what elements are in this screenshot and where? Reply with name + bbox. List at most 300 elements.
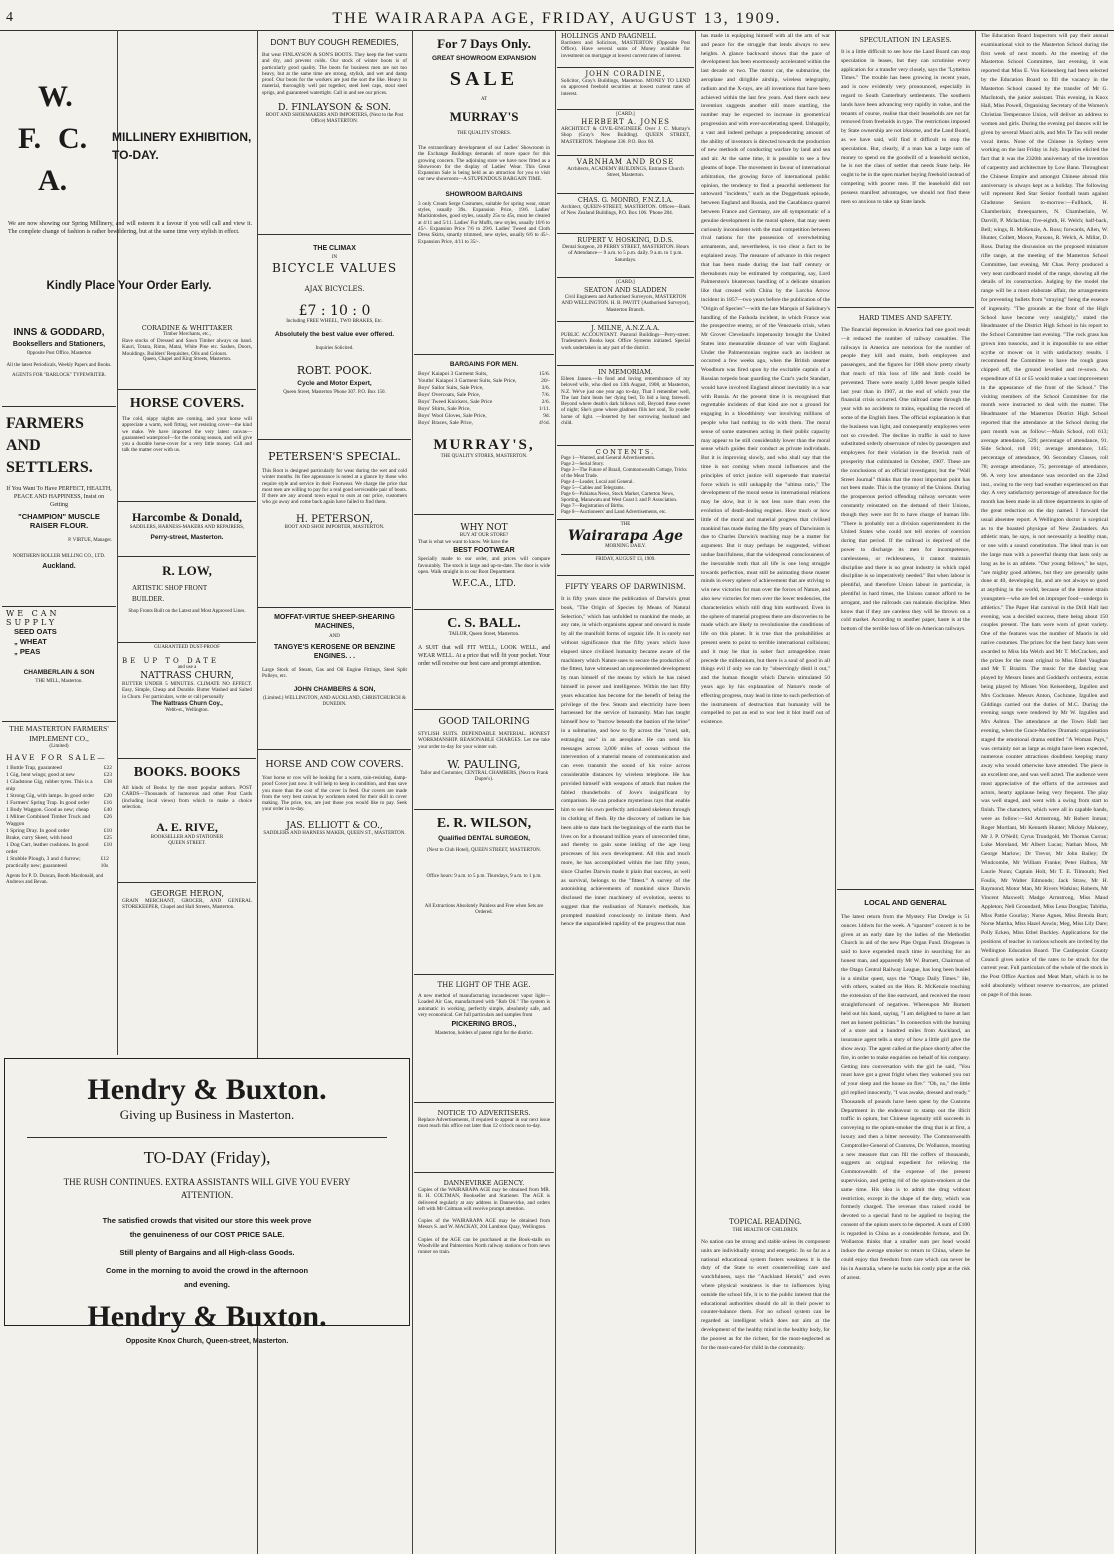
- masthead-title: THE WAIRARAPA AGE, FRIDAY, AUGUST 13, 1909.: [332, 10, 782, 27]
- column-rule: [555, 30, 556, 1554]
- hendry-line: the genuineness of our COST PRICE SALE.: [129, 1230, 285, 1239]
- implement-item-price: £23: [103, 772, 112, 778]
- boys-item: [418, 385, 550, 392]
- implement-item-label: 1 Buttle Trap, guaranteed: [6, 765, 62, 771]
- boys-item-label: Boys' Sailor Suits, Sale Price,: [418, 385, 484, 391]
- peterson-name: H. PETERSON,: [296, 513, 373, 525]
- elliott-name: JAS. ELLIOTT & CO.,: [286, 820, 383, 831]
- why-body: That is what we want to know. We have the: [418, 539, 509, 545]
- implement-item: [6, 856, 112, 870]
- coradine-whittaker-ad: [118, 322, 256, 390]
- implement-item-label: 1 Farmers' Spring Trap. In good order: [6, 800, 90, 806]
- implement-item: [6, 793, 112, 800]
- danne-title: DANNEVIRKE AGENCY.: [443, 1179, 525, 1187]
- contents-item: Page 3—The Future of Brazil, Commonwealth Cottage, Tricks of the Meat Trade.: [561, 468, 687, 479]
- column-7: [837, 30, 974, 1554]
- implement-item-label: 1 Gig, bent wings; good at new: [6, 772, 75, 778]
- notice-advertisers: [414, 1103, 554, 1173]
- hosking-ad: [557, 234, 694, 278]
- boys-item-price: 3/6.: [541, 385, 550, 391]
- low-title: R. LOW,: [162, 563, 212, 578]
- notice-body: Replace Advertisements, if required to appear in our next issue must reach this office not later than 12 o'clock noon to-day.: [418, 1117, 550, 1130]
- implement-item: [6, 800, 112, 807]
- hc-title: HORSE AND COW COVERS.: [265, 759, 404, 770]
- wilson-dental-ad: [414, 810, 554, 975]
- rupert-sub: Dental Surgeon, 20 PERRY STREET, MASTERTON. Hours of Attendance— 9 a.m. to 5 p.m. daily. 9 a.m. to 1 p.m. Saturdays.: [562, 244, 689, 263]
- wfca-millinery-ad: [2, 30, 256, 320]
- hendry-address: Opposite Knox Church, Queen-street, Masterton.: [125, 1338, 289, 1345]
- climax-bicycle-ad: [258, 235, 411, 440]
- implement-item: [6, 814, 112, 828]
- hc-body: Your horse or cow will be looking for a warm, rain-resisting, damp-proof Cover just now. It will help to keep in condition, and thus save you more than the cost of the cover in feed. Our covers are made from the very best canvas by workmen noted for their skill in cover making. The price, too, are just those you would like to pay. Seek your order in to-day.: [262, 775, 407, 813]
- hendry-line: Still plenty of Bargains and all High-class Goods.: [119, 1248, 295, 1257]
- inquiries: Inquiries Solicited.: [315, 346, 354, 351]
- george-heron-ad: [118, 883, 256, 953]
- varnham-sub: Architects, ACADEMY BUILDINGS, Entrance Church Street, Masterton.: [567, 166, 684, 179]
- cor-body: Have stocks of Dressed and Sawn Timber always on hand. Kauri, Totara, Rimu, Matai, White Pine etc. Sashes, Doors, Mouldings. Builders' Requisites, Oils and Colours.: [122, 338, 252, 357]
- farmers-mill: NORTHERN ROLLER MILLING CO., LTD.: [12, 554, 106, 559]
- pet-title: PETERSEN'S SPECIAL.: [268, 450, 401, 463]
- boys-item: [418, 378, 550, 385]
- inns-goddard-ad: [2, 322, 116, 407]
- elliott-sub: SADDLERS AND HARNESS MAKER, QUEEN ST., MASTERTON.: [263, 830, 406, 836]
- suit-body: A SUIT that will FIT WELL, LOOK WELL, and WEAR WELL. At a price that will fit your pocket. Your order will receive our best care and prompt attention.: [418, 645, 550, 667]
- wilson-title: E. R. WILSON,: [436, 816, 532, 831]
- column-8: [977, 30, 1112, 1554]
- spec-body: It is a little difficult to see how the Land Board can stop speculation in leases, but they can scrutinise every application for a transfer very closely, says the "Lyttelton Times." The trouble has been growing in recent years, and is now evidently very pronounced, especially in regard to South Canterbury settlements. The southern lands have been advancing very rapidly in value, and the tenants of course, realise that their leaseholds are not far removed from freeholds in type. The restrictions imposed by State ownership are not irksome, and the Land Board, as we have said, will find it difficult to stop the speculation. But, clearly, if a man has a large sum of money to spend on the goodwill of a leasehold section, he is not the class of settler that needs State help. He ought to be in the open market buying freehold instead of competing with poorer men. If the leasehold did not possess manifest advantages, we should not find these men so anxious to take up State lands.: [841, 49, 970, 205]
- boys-item-label: Boys' Tweed Knickers, Sale Price: [418, 399, 493, 405]
- murrays-expansion-ad: [414, 30, 554, 355]
- john-sub: Solicitor, Gray's Buildings, Masterton. MONEY TO LEND on approved freehold securities at lowest current rates of interest.: [561, 78, 690, 97]
- cough-body: But wear FINLAYSON & SON'S BOOTS. They keep the feet warm and dry, and prevent colds. Our stock of winter boots is of particularly good quality. The boots for business men are not too heavy, but at the same time are strong, stylish, and wet and damp proof. Our boots for the workers are just the sort the like. Heavy in material, thoroughly well put together, steel heel caps, stout steel sprigs, and guaranteed watertight. Call in and see our prices.: [262, 52, 407, 96]
- local-continued-body: The Education Board Inspectors will pay their annual examinational visit to the Masterton School during the first week of next month. At the meeting of the Masterton School Committee, last evening, it was reported that Miss E. Von Keisenberg had been selected by the Education Board to fill the vacancy in the Masterton School caused by the transfer of Mr G. MacIntosh, the junior assistant. This evening, in Knox Hall, Miss Powell, Organising Secretary of the Women's Christian Temperance Union, will deliver an address to women and girls. During the evening pol dances will be given by several Maori airls, and Mrs Te Tau will render vocal items. None of the Chinese in Sydney were working on the last Friday in July. Inquiries elicited the fact that it was the 2320th anniversary of the invention of carpentry and architecture by Low Bann. Throughout the Chinese Empire and amongst Chinese abroad this anniversary is always kept as a holiday. The following will represent Red Star Senior football team against Gladstone Seniors to-morrow:—Fullback, H. Chamberlain; threequarters, N. Chamberlain, W. Darvill, P. Mclachlan; five-eighth, H. Welch; half-back, Bell; wings, R. McKenzie, A. Ross; forwards, Allen, W. Hunter, Collett, Moore, Parsons, R. Welch, A. Millar, D. Ross. During the discussion on the proposed miniature rifle range, at the meeting of the Masterton School Committee, last evening, Mr Chas. Perry produced a very neat cardboard model of the range, showing all the details of its construction. Judging by the model the range will be a most elaborate affair, the arrangements for preventing bullets from "straying" being the essence of ingenuity. "The grounds at the front of the High School have become very unsightly," stated the Headmaster of the District High School in his report to the School Committee last evening. "The rock grass has grown into tussocks, and it is impossible to use either scythe or mower on it with satisfactory results. I recommend the Committee to have the rough grass chipped off, the ground levelled and re-sown. An expenditure of £4 or £5 would make a vast improvement in the appearance of the front of the School." The visiting members of the School Committee for the month were instructed to deal with the matter. The Headmaster of the Masterton District High School reported that the attendance at the School during the past month was as follow:—Main School, roll 613; average attendance, 529; percentage of attendance, 91. Side School, roll 161; average attendance, 145; percentage of attendance, 90. Secondary Classes, roll 78; average attendance, 75; percentage of attendance, 96. A very low attendance was recorded on the 22nd inst., owing to the very bad weather experienced on that day. A very satisfactory percentage of attendance for the month has been made in all three departments in spite of the great reduction on the day named. I forward the usual absentee report. A Wellington doctor is sceptical as to the boasted physique of New Zealanders. An athletic man, he says, is not necessarily a healthy man, or one with a sound constitution. The ideal man is not the large man with a powerful thump that lasts only as long as he is an athlete. "Our young fellows," he says, "are mighty good athletes, but they are generally quite done at 40, developing fat, and are not always so good at anything in the world, because of the intense strain youngsters—who are fed on improper food—undergo in athletics." The Paper Hat carnival in the Drill Hall last evening, was a decided success, there being about 150 couples present. The hats were worn of great variety. One of the features was the number of Maoris in old native costumes. The prizes for the best fancy hats were awarded to Miss Ida Welch and Mr T. McCracken, and the prizes for the most original to Miss Ethel Vaughan and Mr T. Brazim. The music for the dancing was played by Messrs Innes and Goddard's orchestra, extras being played by Misses Von Keisenberg, Izgullen and Mrs Cochrane. Messrs Anton, Cochrane, Izgullen and Giddings carried out the duties of M.C. During the evening songs were rendered by Mr W. Izgullen and Mrs Ashton. The attendance at the Town Hall last evening, when the Grace-Marlow Dramatic organisation staged the emotional drama entitled "A Woman Pays," was certainly not as large as might have been expected, numerous counter attractions doubtless keeping many away who would otherwise have attended. The piece is an excellent one, and was well acted. The audience were most appreciative of the efforts of the actresses and actors, hearty applause being very frequent. The play was well staged, and went with a swing from start to finish. The characters, which were all in capable hands, were as follow:—Sid Armstrong, Mr Robert Inman; Roger Mortlant, Mr Kenneth Hunter; Mickey Maloney, Mr J. P. O'Neill; Cyrus Trundgold, Mr Thomas Curran; Luke Moreland, Mr Albert Lucas; Nathan Moss, Mr George Marlow; Dr Trevor, Mr John Bailey; Dr Windcombe, Mr William Franke; Peter Halbon, Mr Laurie Nunn; Captain Holt, Mr T. E. Tilmouth; Ned Foulis, Mr Walter Edmonds; Jack Straw, Mr H. Raymond; Motor Man, Mr Rivers Watkins; Roberts, Mr Vincent Maxwell; Madge Armstrong, Miss Maud Appleton; Nell Groundard, Miss Lena Douglas; Tabitha, Miss Pattie Gourlay; Nurse Agnes, Miss Brenda Burt; Norse Martha, Miss Hazel Anwin; Meg, Miss Lily Dare; Polly Ecken, Miss Ethel Buckley. Applications for the positions of teacher in various schools are invited by the Wellington Education Board. The Castlepoint County Council gives notice of the rates to be struck for the current year. Full particulars of the whole of the stock in the Post Office Auction and Meat Mart, which is to be sold absolutely without reserve to-morrow, are printed on page 8 of this issue.: [981, 33, 1108, 998]
- contents-list: [561, 456, 690, 516]
- column-3: [258, 30, 411, 1054]
- moffat-ad: [258, 608, 411, 750]
- implement-item-label: 1 Stubble Plough, 3 and 4 furrow; practically new; guaranteed: [6, 856, 81, 869]
- murrays-title: MURRAY'S: [449, 109, 519, 124]
- hendry-line: Come in the morning to avoid the crowd in the afternoon: [105, 1266, 309, 1275]
- contents-item: Page 8—Auctioneers' and Land Advertisements, etc.: [561, 510, 667, 515]
- implement-item: [6, 828, 112, 835]
- nameplate-sub: MORNING DAILY.: [605, 544, 646, 549]
- milne-title: J. MILNE, A.N.Z.A.A.: [591, 324, 660, 332]
- monro-sub: Architect, QUEEN-STREET, MASTERTON. Offices—Bank of New Zealand Buildings, P.O. Box 106. 'Phone 284.: [561, 204, 690, 217]
- bargains-men-ad: [414, 355, 554, 515]
- inns-body: All the latest Periodicals, Weekly Papers and Books.: [6, 363, 112, 368]
- herbert-title: HERBERT A. JONES: [581, 118, 670, 126]
- column-1: [2, 322, 116, 1057]
- light-of-age-ad: [414, 975, 554, 1103]
- spec-title: SPECULATION IN LEASES.: [859, 36, 952, 44]
- implement-item-label: Brake, curry Skeet, with hood: [6, 835, 72, 841]
- bicycle-price: £7 : 10 : 0: [298, 303, 371, 319]
- column-rule: [975, 30, 976, 1554]
- farmers-settlers-ad: [2, 407, 116, 607]
- boys-item: [418, 399, 550, 406]
- tangye-title: TANGYE'S KEROSENE OR BENZINE ENGINES. . .: [273, 644, 396, 660]
- implement-item-label: 1 Spring Dray. In good order: [6, 828, 70, 834]
- implement-item-price: £20: [103, 793, 112, 799]
- contents-item: Page 2—Serial Story.: [561, 462, 605, 467]
- boys-list: [418, 371, 550, 427]
- contents-item: Page 6—Pahiatua News, Stock Market, Carterton News, Sporting, Manawatu and West Coast I. and P. Association.: [561, 492, 678, 503]
- masthead: [0, 8, 1114, 31]
- bicycle-title: BICYCLE VALUES: [271, 261, 398, 275]
- rive-address: QUEEN STREET.: [168, 841, 206, 847]
- tailoring-ad: [414, 710, 554, 810]
- murrays-title-2: MURRAY'S,: [433, 437, 535, 453]
- hard-body: The financial depression in America had one good result—it reduced the number of railway casualties. The railways in America are notorious for the number of people they kill and maim, both employees and passengers, and the figures for 1908 show pretty clearly that much of this loss of life and limb could be prevented. There were nearly 1,400 fewer people killed last year than in 1907, at the end of which year the financial crisis occurred. One railroad came through the year with no accidents to trains, equalling the record of some of the English lines. The official explanation is that the business was light, and consequently employees were not so crowded. The decline in traffic is said to have substituted orderly observance of rules by passengers and employees for their violation in the feverish rush of prosperity that culminated in October, 1907. These are the conclusions of an official investigator, but the "Wall Street Journal" thinks that the most important point has not been made. This is the tyranny of the Unions. During the prosperous period offending railway servants were constantly reinstated on the demand of their Unions, though they were not fit to have charge of human life. "There is probably not a division superintendent in the United States who could not tell stories of coercion during that period. If the railroad is deprived of the power to discharge its men for incompetence, carelessness, or recklessness, it cannot maintain discipline and there is no great industry in which rapid discipline is so imperatively needed." But when labour is plentiful, and therefore Union labour in particular, is plentiful in hard times, the Unions cannot afford to be arrogant, and the railroads can maintain discipline. Men know that if they are careless they will be thrown on a cold market. According to another paper, haste is at the bottom of the terrible loss of life on American railways.: [841, 327, 970, 633]
- implement-item: [6, 835, 112, 842]
- implement-list: [6, 765, 112, 870]
- tail-body: STYLISH SUITS. DEPENDABLE MATERIAL. HONEST WORKMANSHIP. REASONABLE CHARGES. Let me take your order to-day for your winter suit.: [418, 731, 550, 750]
- health-title: THE HEALTH OF CHILDREN.: [732, 1228, 799, 1233]
- wfc-letter: F.: [18, 122, 42, 155]
- notice-title: NOTICE TO ADVERTISERS.: [437, 1109, 531, 1117]
- implement-co-ad: [2, 722, 116, 1002]
- seed-supply-ad: [2, 607, 116, 722]
- implement-item: [6, 772, 112, 779]
- chambers-name: JOHN CHAMBERS & SON,: [293, 685, 376, 693]
- column-6: [697, 30, 834, 1554]
- wilson-address: (Next to Club Hotel), QUEEN STREET, MASTERTON.: [426, 848, 542, 853]
- books-body: All kinds of Books by the most popular authors. POST CARDS—Thousands of humorous and other Post Cards (including local views) from which to make a choice selection.: [122, 785, 252, 810]
- cor-sub: Timber Merchants, etc.,: [163, 332, 211, 337]
- holl-sub: Barristers and Solicitors, MASTERTON (Opposite Post Office). Have several sums of Money available for investment on mortgage at lowest current rates of interest.: [561, 40, 690, 59]
- copies-railway: Copies of the AGE can be purchased at the Book-stalls on Woodville and Palmerston North railway stations or from news runner on train.: [418, 1236, 550, 1256]
- monro-ad: [557, 194, 694, 234]
- boys-item-price: 1/11.: [539, 406, 550, 412]
- in-memoriam: [557, 366, 694, 446]
- milne-ad: [557, 322, 694, 366]
- inns-agents: AGENTS FOR "BARLOCK" TYPEWRITER.: [12, 373, 106, 378]
- dust-up: BE UP TO DATE: [122, 657, 220, 665]
- heron-title: GEORGE HERON,: [149, 889, 224, 898]
- local-general: [837, 890, 974, 1554]
- harc-sub: SADDLERS, HARNESS-MAKERS AND REPAIRERS,: [129, 525, 245, 530]
- column-rule: [695, 30, 696, 1554]
- light-body: A new method of manufacturing incandescent vapor light—Loaded Air Gas, manufactured with "Rob Oil." The system is automatic in working, perfectly simple, absolutely safe, and very economical. Get full particulars and samples from: [418, 993, 550, 1018]
- milne-sub: PUBLIC ACCOUNTANT. Pastoral Buildings—Perry-street. Tradesmen's Books kept. Office Systems initiated. Special work undertaken in any part of the district.: [561, 332, 690, 351]
- implement-item-label: 1 Gladstone Gig, rubber tyres. This is a snip: [6, 779, 93, 792]
- local-body: The latest return from the Mystery Flat Dredge is 51 ounces 14dwts for the week. A "sparster" concert is to be given at an early date by the ladies of the Methodist Church in aid of the new Pipe Organ Fund. Diogenes is said to have expended much time in searching for an honest man, and apparently Mr W. Burnett, Chairman of the Otago Central Railway League, has long been busied in a similar quest, says the "Otago Daily Times." He, with others, waited on the Hon. R. McKenzie touching the extension of the line eastward, and received the most straightforward of negatives. Whereupon Mr Burnett held out his hand, saying, "I am delighted to have at last met an honest politician." In connection with the burning of a store and a hundred miles from Auckland, an insurance agent tells a story of how a little girl gave the show away. The agent called at the place shortly after the fire, in order to make enquiries on behalf of his company. Getting into conversation with the girl he said, "You must have got a great fright when they wakened you out of your sleep and the house on fire." "Oh, no," the little girl replied innocently, "I was awake, dressed and ready." Thousands of pounds have been spent by the Customs Department in the endeavour to stamp out the illicit traffic in opium, but Chinese ingenuity still succeeds in conveying to the opium-smoker the drug that is at first, a luxury and then a bitter necessity. The Commonwealth Comptroller-General of Customs, Dr. Wollaston, mooting a new measure that can fill the coffers of thousands, suggests an original expedient for relieving the Commonwealth of the expense of the present supervision, and getting rid of the opium-smokers at the same time. His idea is to admit the drug without restriction, except in the shape of the duty, which was formerly charged. The revenue thus raised could be devoted to a special fund to be applied to buying the consent of the opium users to be deported. A sum of £100 is regarded in China as a considerable fortune, and Dr. Wollaston thinks that a smaller sum per head would induce the average smoker to return to China, where he could enjoy that freedom from care which can never be his in Australia, where he sucks his costly pipe at the risk of arrest.: [841, 914, 970, 1281]
- ball-sub: TAILOR, Queen Street, Masterton.: [448, 632, 520, 637]
- rive-title: A. E. RIVE,: [156, 820, 218, 835]
- rive-sub: BOOKSELLER AND STATIONER: [150, 835, 224, 841]
- chamberlain-name: CHAMBERLAIN & SON: [23, 669, 95, 676]
- varnham-rose-ad: [557, 156, 694, 194]
- low-line: BUILDER.: [132, 595, 165, 603]
- r-low-ad: [118, 557, 256, 643]
- harcombe-donald-ad: [118, 502, 256, 557]
- implement-title: THE MASTERTON FARMERS' IMPLEMENT CO.,: [9, 724, 109, 743]
- column-5: [557, 30, 694, 1554]
- herbert-sub: ARCHITECT & CIVIL-ENGINEER. Over J. C. Murray's Shop (Gray's New Building). QUEEN STREET, MASTERTON. Telephone 336. P.O. Box 60.: [561, 126, 690, 145]
- supply-line: WE CAN SUPPLY: [6, 609, 60, 627]
- implement-item-label: 1 Milner Combined Timber Truck and Waggon: [6, 814, 91, 827]
- buy-at: BUY AT OUR STORE?: [459, 533, 509, 538]
- implement-item-label: 1 Body Waggon. Good as new; cheap: [6, 807, 89, 813]
- implement-item: [6, 842, 112, 856]
- darwinism-article: [557, 576, 694, 1506]
- chamberlain-sub: THE MILL, Masterton.: [35, 679, 83, 684]
- agencies: [414, 1173, 554, 1473]
- supply-item: „ WHEAT: [14, 637, 47, 646]
- climax-in: IN: [331, 255, 338, 260]
- local-general-continued: [977, 30, 1112, 1554]
- quality-label-2: THE QUALITY STORES, MASTERTON.: [440, 454, 528, 459]
- harc-title: Harcombe & Donald,: [131, 510, 243, 524]
- implement-item-price: £16: [103, 800, 112, 806]
- pauling-name: W. PAULING,: [447, 757, 521, 771]
- memoriam-body: Eileen Jansen.—In fond and loving remembrance of my beloved wife, who died on 13th August, 1908, at Masterton, N.Z. We've just one year ago to-day, That I remember well, The last faint beats her dying bed, To bid a long farewell. Beyond where death's dark billows roll, Beyond these sweet of night; She's gone where gladness fills her soul, To yonder home of light. —Inserted by her sorrowing husband and child.: [561, 376, 690, 427]
- nattrass-title: NATTRASS CHURN,: [140, 671, 234, 681]
- card-label: [CARD.]: [616, 280, 635, 285]
- contents: [557, 446, 694, 520]
- monro-title: CHAS. G. MONRO, F.N.Z.I.A.: [577, 196, 674, 204]
- dust-title: GUARANTEED DUST-PROOF: [154, 645, 220, 650]
- inns-sub: Booksellers and Stationers,: [12, 341, 106, 348]
- supply-item: „ PEAS: [14, 647, 41, 656]
- low-line: ARTISTIC: [132, 584, 164, 592]
- nameplate-title: Wairarapa Age: [567, 528, 684, 544]
- nameplate-the: THE: [620, 522, 631, 527]
- finlayson-ad: [258, 30, 411, 235]
- moffat-and: AND: [329, 634, 340, 639]
- implement-item-price: £22: [103, 765, 112, 771]
- implement-item: [6, 779, 112, 793]
- why-not-ad: [414, 515, 554, 610]
- light-title: THE LIGHT OF THE AGE.: [437, 981, 531, 989]
- page-number: 4: [6, 10, 13, 25]
- column-4: [414, 30, 554, 1554]
- show-body: 3 only Cream Serge Costumes, suitable for spring wear, smart styles, usually 39s. Expansion Price, 19/6. Ladies' Mackintoshes, good styles, usually 25s to 45s, must be cleared at 4/11 and 5/11. Ladies' Fur Muffs, new styles, usually 10/6 to 45/-. Expansion Price 7/6 to 29/6. Ladies' Tweed and Cloth Dress Skirts, smartly trimmed, new styles, usually 6/6 to 45/-. Expansion Price, 4/11 to 35/-.: [418, 200, 550, 245]
- darwinism-continued: [697, 30, 834, 1210]
- horse-body: The cold, nippy nights are coming, and your horse will appreciate a warm, well fitting, wet resisting cover—the kind we make. We have imported the very latest canvas—guaranteed waterproof—for the coming season, and will give you a durable horse-cover for a very little money. Call and talk the matter over with us.: [122, 416, 252, 454]
- boys-item-label: Youths' Kaiapoi 3 Garment Suits, Sale Price,: [418, 378, 517, 384]
- hollings-ad: [557, 30, 694, 68]
- books-rive-ad: [118, 759, 256, 883]
- column-2: [118, 322, 256, 1057]
- contents-item: Page 5—Cables and Telegrams.: [561, 486, 625, 491]
- implement-item-price: £25: [103, 835, 112, 841]
- boys-heading: BARGAINS FOR MEN.: [449, 361, 519, 368]
- wfc-cta: Kindly Place Your Order Early.: [46, 280, 212, 292]
- books-title: BOOKS. BOOKS: [133, 765, 241, 780]
- nattrass-co: The Nattrass Churn Coy.,: [151, 700, 223, 707]
- contents-item: Page 7—Registration of Births.: [561, 504, 625, 509]
- boys-item-price: 20/-: [541, 378, 550, 384]
- quality-label: THE QUALITY STORES.: [456, 131, 512, 136]
- low-line: SHOP: [164, 584, 183, 592]
- column-rule: [412, 30, 413, 1554]
- seaton-title: SEATON AND SLADDEN: [584, 286, 667, 294]
- heron-body: GRAIN MERCHANT, GROCER, AND GENERAL STOREKEEPER, Chapel and Hall Streets, Masterton.: [122, 898, 252, 911]
- pauling-sub: Tailor and Costumier, CENTRAL CHAMBERS, (Next to Frank Dupre's).: [419, 770, 549, 782]
- wfc-body: We are now showing our Spring Millinery, and will esteem it a favour if you will call and view it. The complete change of fashion is rather bewildering, but at the same time very stylish in effect.: [8, 221, 252, 235]
- boys-item-label: Boys' Shirts, Sale Price,: [418, 406, 471, 412]
- wilson-extract: All Extractions Absolutely Painless and Free when Sets are Ordered.: [424, 904, 544, 915]
- why-title: WHY NOT: [460, 523, 508, 533]
- wfc-letter: A.: [38, 164, 68, 197]
- fifty-title: FIFTY YEARS OF DARWINISM.: [565, 582, 686, 591]
- contents-title: CONTENTS.: [595, 448, 656, 456]
- cor-title: CORADINE & WHITTAKER: [141, 324, 233, 332]
- local-title: LOCAL AND GENERAL: [864, 898, 947, 907]
- boys-item: [418, 420, 550, 427]
- implement-item-label: 1 Strong Gig, with lamps. In good order: [6, 793, 95, 799]
- implement-item-price: £40: [103, 807, 112, 813]
- danne-body: Copies of the WAIRARAPA AGE may be obtained from MR. R. H. COLTMAN, Bookseller and Stationer. The AGE is delivered regularly at any address in Dannevirke, and orders left with Mr Coltman will receive prompt attention.: [418, 1187, 550, 1212]
- tailoring-title: GOOD TAILORING: [438, 716, 530, 727]
- seaton-sub: Civil Engineers and Authorised Surveyors, MASTERTON AND WELLINGTON. H. B. PAVITT (Authorised Surveyor), Masterton Branch.: [561, 294, 690, 313]
- inns-location: Opposite Post Office, Masterton: [26, 351, 92, 356]
- boys-item: [418, 413, 550, 420]
- contents-item: Page 4—Leader, Local and General.: [561, 480, 634, 485]
- low-body: Shop Fronts Built on the Latest and Most Approved Lines.: [128, 609, 246, 614]
- hendry-today: TO-DAY (Friday),: [143, 1148, 271, 1167]
- cs-ball-ad: [414, 610, 554, 710]
- nameplate-date: FRIDAY, AUGUST 13, 1909.: [561, 554, 690, 563]
- wfc-letter: W.: [38, 80, 73, 113]
- boys-item-label: Boys' Wool Gloves, Sale Price,: [418, 413, 487, 419]
- implement-item-label: 1 Dog Cart, leather cushions. In good order: [6, 842, 89, 855]
- cor-address: Queen, Chapel and King Streets, Masterton.: [142, 356, 232, 362]
- farmers-title: FARMERS AND SETTLERS.: [6, 415, 93, 476]
- boys-item: [418, 371, 550, 378]
- ball-title: C. S. BALL.: [447, 616, 521, 631]
- boys-item-price: 9d.: [543, 413, 550, 419]
- boys-item: [418, 406, 550, 413]
- topical-title: TOPICAL READING.: [729, 1218, 802, 1226]
- climax-title: THE CLIMAX: [313, 245, 356, 252]
- boys-item-label: Boys' Kaiapoi 3 Garment Suits,: [418, 371, 488, 377]
- hendry-line: and evening.: [184, 1280, 230, 1289]
- boys-item-price: 7/6.: [541, 392, 550, 398]
- wilson-hours: Office hours: 9 a.m. to 5 p.m. Thursdays, 9 a.m. to 1 p.m.: [426, 874, 542, 879]
- hendry-buxton-ad: [4, 1058, 410, 1345]
- implement-agents: Agents for P. D. Duncan, Booth Macdonald, and Andrews and Bevan.: [6, 874, 104, 885]
- hendry-rush: THE RUSH CONTINUES. EXTRA ASSISTANTS WILL GIVE YOU EVERY ATTENTION.: [63, 1177, 351, 1200]
- speculation-article: [837, 30, 974, 308]
- pickering-sub: Masterton, holders of patent right for the district.: [435, 1031, 533, 1037]
- finlayson-name: D. FINLAYSON & SON.: [277, 102, 392, 114]
- hendry-title-2: Hendry & Buxton.: [87, 1300, 327, 1333]
- implement-item: [6, 765, 112, 772]
- fifty-body: It is fifty years since the publication of Darwin's great book, "The Origin of Species by Means of Natural Selection," which has unfolded to mankind the mode, at any rate, in which organisms appear and onward is made by all the manifold forms of organic life. It is surely not without significance that the fifty years which have elapsed since civilised humanity became aware of the machinery which Nature uses to secure the production of the fittest, have witnessed an unprecedented development by man himself of the means by which he has raised himself in power and intelligence. Within the last fifty years education has become for the benefit of being the privilege of the few. Steam and electricity have been harnessed for the service of humanity. Man has taught himself how to "burrow beneath the bastion of the brine" in a submarine, and how to fly across the "cruel, salt, estranging sea" in an aeroplane. He can send his messages across 3,000 miles of ocean without the intervention of a material means of communication and can even transmit the sound of his voice across considerable distances by wireless telephone. He has provided himself with weapons of attack that makes the fabled thunderbolts of Jove's insignificant by comparison. He can produce mysterious rays that enable him to see his own perfectly articulated skeleton through its clothing of flesh. By the discovery of radium he has been able to date back the beginnings of the earth that he lives on for a thousand million years of unrecorded time, and thereby to gain some inkling of the age long processes of his own development. All this and much more, he has accomplished within the last fifty years, since Charles Darwin made it plain that success, as well as survival, belongs to the "fittest." A survey of the astonishing achievements of mankind since Darwin disclosed the inner machinery of evolution, seems to suggest that the realisation of Nature's methods, has prompted mankind consciously to imitate them. And hence the unparalleled rapidity of the progress that man: [561, 596, 690, 928]
- boys-item-label: Boys' Overcoats, Sale Price,: [418, 392, 481, 398]
- days-title: For 7 Days Only.: [437, 36, 531, 51]
- harc-address: Perry-street, Masterton.: [150, 534, 224, 541]
- chambers-sub: (Limited.) WELLINGTON, AND AUCKLAND, CHRISTCHURCH & DUNEDIN.: [263, 695, 406, 707]
- farmers-body: If You Want To Have PERFECT, HEALTH, PEACE AND HAPPINESS, Insist on Getting: [6, 486, 112, 508]
- seaton-sladden-ad: [557, 278, 694, 322]
- finlayson-sub: BOOT AND SHOEMAKERS AND IMPORTERS, (Next to the Post Office) MASTERTON.: [265, 113, 404, 125]
- topical-reading: [697, 1210, 834, 1554]
- health-body: No nation can be strong and stable unless its component units are individually strong and energetic. In so far as a national educational system fosters weakness it is the duty of the State to exert counterveiling care and watchfulness, says the "Auckland Herald," and even where physical weakness is due to influences lying outside the school life, it is to the public interest that the educational authorities should do all in their power to counter-balance them. For no school system can be regarded as intelligent which does not aim at the development of the healthy mind in the healthy body, for the poorest as for the richest, for the most-neglected as for the most-cared-for child in the community.: [701, 1239, 830, 1351]
- copies-wellington: Copies of the WAIRARAPA AGE may be obtained from Messrs S. and W. MACKAY, 204 Lambton Quay, Wellington.: [418, 1218, 550, 1231]
- inns-title: INNS & GODDARD,: [13, 327, 105, 338]
- john-title: JOHN CORADINE,: [585, 70, 666, 78]
- boys-item-label: Boys' Braces, Sale Price,: [418, 420, 473, 426]
- implement-item-price: £10: [103, 842, 112, 848]
- boys-item-price: 15/6.: [538, 371, 550, 377]
- nattrass-churn-ad: [118, 643, 256, 759]
- implement-sub: (Limited): [49, 744, 69, 749]
- price-sub: Including FREE WHEEL, TWO BRAKES, Etc.: [286, 319, 383, 324]
- ajax-title: AJAX BICYCLES.: [304, 285, 365, 293]
- pickering-name: PICKERING BROS.,: [451, 1021, 517, 1029]
- hendry-line: The satisfied crowds that visited our store this week prove: [102, 1216, 312, 1225]
- newspaper-nameplate: [557, 520, 694, 576]
- supply-item: SEED OATS: [14, 627, 57, 636]
- hard-title: HARD TIMES AND SAFETY.: [858, 314, 953, 322]
- peterson-sub: BOOT AND SHOE IMPORTER, MASTERTON.: [284, 524, 385, 530]
- nattrass-body: BUTTER UNDER 5 MINUTES. CLIMATE NO EFFECT. Easy, Simple, Cheap and Durable. Butter Washed and Salted in Churn. For particulars, write or call personally: [122, 681, 252, 700]
- farmers-flour: "CHAMPION" MUSCLE RAISER FLOUR.: [18, 512, 100, 530]
- wfca-name: W.F.C.A., LTD.: [452, 579, 516, 590]
- wilson-sub: Qualified DENTAL SURGEON,: [438, 835, 530, 842]
- footwear-title: BEST FOOTWEAR: [453, 547, 515, 555]
- moffat-title: MOFFAT-VIRTUE SHEEP-SHEARING MACHINES,: [274, 614, 395, 630]
- hard-times-article: [837, 308, 974, 890]
- horse-cow-covers-ad: [258, 750, 411, 900]
- farmers-city: Auckland.: [42, 563, 76, 570]
- horse-covers-ad: [118, 390, 256, 502]
- nattrass-address: Webb-st., Wellington.: [165, 707, 209, 713]
- column-rule: [835, 30, 836, 1554]
- sale-title: SALE: [449, 68, 519, 90]
- show-bargains: SHOWROOM BARGAINS: [445, 190, 523, 198]
- herbert-jones-ad: [557, 110, 694, 156]
- implement-have: HAVE FOR SALE—: [6, 753, 107, 762]
- varnham-title: VARNHAM AND ROSE: [576, 158, 675, 166]
- pook-address: Queen Street, Masterton 'Phone 307. P.O. Box 150.: [283, 390, 386, 395]
- implement-item-price: £10: [103, 828, 112, 834]
- best-value: Absolutely the best value ever offered.: [274, 331, 395, 338]
- pook-sub: Cycle and Motor Expert,: [297, 380, 372, 387]
- darwinism-body: has made in equipping himself with all the arts of war and peace for the struggle that lends always to new heights. A glance backward shows that the pace of development has been enormously accelerated within the last decade or two. The motor car, the submarine, the aeroplane and dirigible airship, wireless telegraphy, radium and the X-rays, are all inventions that have been achieved within the last few years. And there each new invention suggests another still more startling, the number may be expected to increase in geometrical progression and with ever-accelerating speed. Unhappily, a vast and indeed perhaps a preponderating amount of the ability of inventors is directed towards the production of new methods of conducting warfare by land and sea and air. At the same time, it is possible to see a few gleams of hope. The movement in favour of international arbitration, the growing force of international public opinion, the tendency to find a peaceful settlement for untoward "incidents," such as the Doggerbank episode, between England and Russia, and the Casablanca quarrel between France and Germany, are all symptomatic of a genuine development in the moral sphere, that may seem curiously inconsistent with the mad competition between rival nations for the possession of overwhelming armaments, and, nevertheless, is too clear a fact to be explained away. The measure of advance in this respect that has been made during the last half century or thereabouts may be estimated by comparing, say, Lord Palmerston's blusterous handling of a delicate situation like that created with China by the Lorcha Arrow incident in 1857—two years before the publication of the "Origin of Species"—with the late Marquis of Salisbury's handling of the Fashoda incident, in which France was the prospective enemy, or of the Venezuela crisis, when Mr Grover Cleveland's impetuosity brought the United States into measurable distance of war with England. Under the Palmerstonian regime such an incident as occurred a few weeks ago, when the British steamer Woodburn was fired upon by the excitable captain of a Russian torpedo boat guarding the Czar's yacht Standart, would have involved England almost inevitably in a war with Russia. At the present time it is recognised that regrettable incidents of that kind are not a ground for engaging in a bloodthirsty war involving millions of people who had nothing to do with them. The moral sense of some statesmen acting in their public capacity may appear to be still considerably lower than the moral sense which guides their conduct as private individuals. But it is improving slowly, and who shall say that the time is not coming when moral influences and the principles of strict justice will supersede that material force which is still unhappily the "ultima ratio," The development of the moral sense in international relations may be slow, but it is not less sure than even the evolution of death-dealing engines. How much or how little of the moral and material progress that civilised mankind has made during the fifty years of Darwinism is due to Charles Darwin's teaching may be a matter for argument. But it may perhaps be suggested, without undue fancifulness, that the widespread consciousness of the inexorable truth that all life is one long struggle towards perfection, must still be animating those master minds in every sphere of achievement that are striving to win new victories for man over the forces of Nature, and also new victories for men over the lower tendencies, the characteristics which still drag him earthward. Even in the sphere of material progress there are discoveries to be made which are likely to revolutionise the conditions of life on this planet. It is true that the probabilities at present seem to point to terrible international collisions; and it may be that in sober fact armageddon must precede the millennium, but there is a soul of good in all things evil if only we can by "observingly distil it out," and the human thought which Darwin stimulated 50 years ago by his explanation of Nature's mode of effecting progress, may lead in time to such perfection of the instruments of destruction that humanity will be compelled to put an end to war lest it blot itself out of existence.: [701, 33, 830, 726]
- contents-item: Page 1—Wanted, and General Advertisements.: [561, 456, 656, 461]
- memoriam-title: IN MEMORIAM.: [598, 368, 653, 376]
- farmers-signature: P. VIRTUE, Manager.: [68, 538, 112, 543]
- card-label: [CARD.]: [616, 112, 635, 117]
- implement-item: [6, 807, 112, 814]
- petersen-ad: [258, 440, 411, 608]
- pet-body: This Boot is designed particularly for wear during the wet and cold winter months. Its fine appearance is noted at a glance by those who require style and service in their Footwear. We charge the price that most men are willing to pay for a real good serviceable pair of boots. If there are any around town equal to ours at our price, customers who go away and come back again have failed to find them.: [262, 468, 407, 506]
- implement-item-price: £26: [103, 814, 112, 820]
- horse-title: HORSE COVERS.: [129, 396, 245, 411]
- implement-item-price: £38: [103, 779, 112, 785]
- hendry-sub: Giving up Business in Masterton.: [119, 1107, 295, 1122]
- cough-title: DON'T BUY COUGH REMEDIES,: [270, 37, 399, 47]
- implement-item-price: £12 10s: [100, 856, 109, 869]
- boys-item-price: 4½d.: [539, 420, 550, 426]
- low-line: FRONT: [184, 584, 208, 592]
- foot-body: Specially made to our order, and prices will compare favourably. The stock is large and up-to-date. The door is wide open. Walk straight in to our Boot Department.: [418, 556, 550, 575]
- hendry-title: Hendry & Buxton.: [87, 1073, 327, 1106]
- at-label: AT: [480, 97, 488, 102]
- large-stock: Large Stock of Steam, Gas and Oil Engine Fittings, Steel Split Pulleys, etc.: [262, 667, 407, 680]
- pook-name: ROBT. POOK.: [296, 364, 373, 377]
- expansion-body: The extraordinary development of our Ladies' Showroom in the Exchange Buildings demands of more space for this growing concern. The adjoining store we have now fitted as a Showroom for the display of Ladies' Wear. This Great Expansion Sale is being held as an attraction for you to visit our new showroom—A STUPENDOUS BARGAIN TIME.: [418, 145, 550, 183]
- boys-item: [418, 392, 550, 399]
- holl-title: HOLLINGS AND PAAGNELL: [561, 32, 656, 40]
- great-title: GREAT SHOWROOM EXPANSION: [431, 55, 537, 62]
- dust-use: and use a: [177, 665, 197, 670]
- coradine-solicitor-ad: [557, 68, 694, 110]
